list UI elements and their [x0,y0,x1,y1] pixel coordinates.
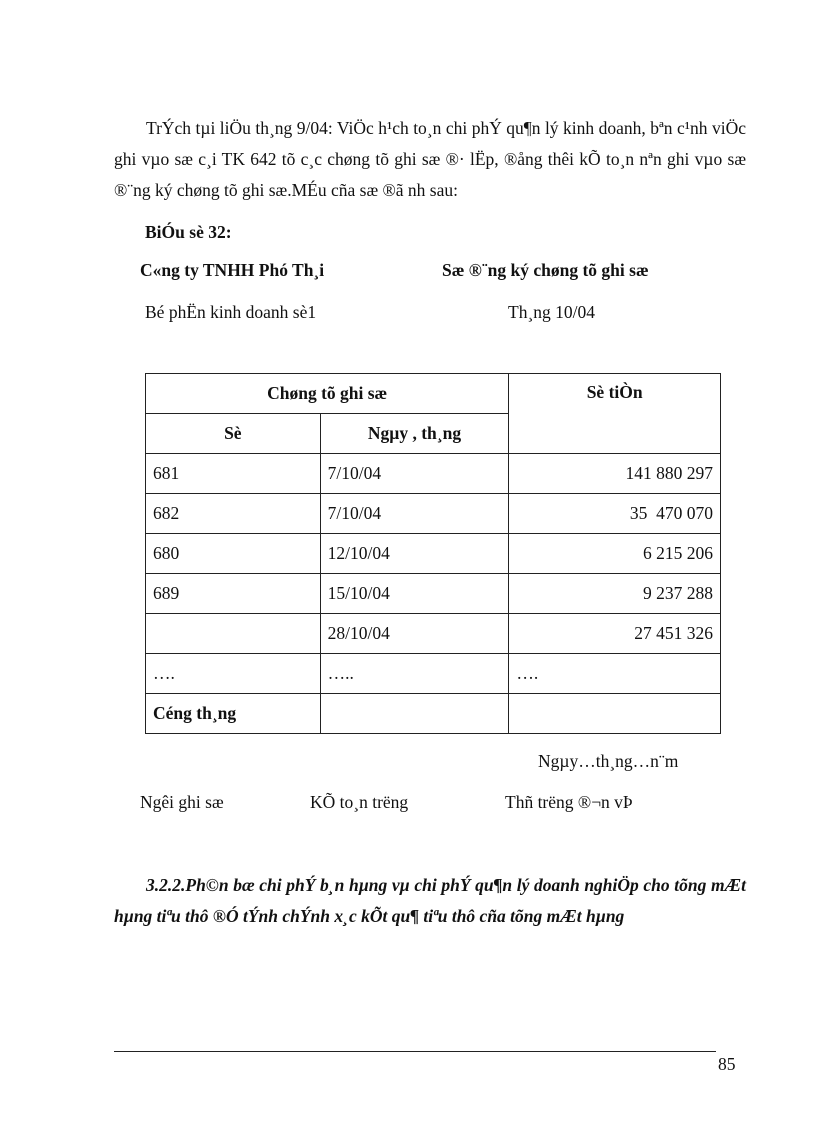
total-label: Céng th¸ng [146,694,321,734]
cell-number: 681 [146,454,321,494]
table-header-row [146,374,721,414]
total-date-cell [320,694,509,734]
signature-head-of-unit: Thñ trëng ®¬n vÞ [505,792,633,812]
section-heading: 3.2.2.Ph©n bæ chi phÝ b¸n hµng vµ chi phÝ qu¶n lý doanh nghiÖp cho tõng mÆt hµng tiªu thô ®Ó tÝnh chÝnh x¸c kÕt qu¶ tiªu thô cña tõng mÆt hµng [114,875,746,926]
cell-amount: …. [509,654,721,694]
table-row [146,534,721,574]
cell-date: 15/10/04 [320,574,509,614]
cell-amount: 27 451 326 [509,614,721,654]
cell-date: 12/10/04 [320,534,509,574]
cell-number: 680 [146,534,321,574]
cell-amount: 9 237 288 [509,574,721,614]
footer-rule [114,1051,716,1052]
amount-header: Sè tiÒn [509,374,721,454]
period: Th¸ng 10/04 [508,302,596,322]
table-total-row [146,694,721,734]
table-row [146,574,721,614]
register-title: Sæ ®¨ng ký chøng tõ ghi sæ [442,260,649,280]
page-number: 85 [718,1054,736,1074]
table-row-ellipsis [146,654,721,694]
cell-number: …. [146,654,321,694]
signature-chief-accountant: KÕ to¸n trëng [310,792,409,812]
company-name: C«ng ty TNHH Phó Th¸i [140,260,325,280]
cell-amount: 141 880 297 [509,454,721,494]
cell-date: 7/10/04 [320,454,509,494]
voucher-register-table [145,373,721,734]
intro-paragraph: TrÝch tµi liÖu th¸ng 9/04: ViÖc h¹ch to¸n chi phÝ qu¶n lý kinh doanh, bªn c¹nh viÖc ghi vµo sæ c¸i TK 642 tõ c¸c chøng tõ ghi sæ ®· lËp, ®ång thêi kÕ to¸n nªn ghi vµo sæ ®¨ng ký chøng tõ ghi sæ.MÉu cña sæ ®ã nh sau: [114,118,746,200]
table-row [146,614,721,654]
date-line: Ngµy…th¸ng…n¨m [538,751,679,771]
cell-number: 689 [146,574,321,614]
col-number-header: Sè [146,414,321,454]
cell-date: 28/10/04 [320,614,509,654]
group-header: Chøng tõ ghi sæ [146,374,509,414]
cell-number [146,614,321,654]
table-row [146,494,721,534]
cell-date: ….. [320,654,509,694]
cell-amount: 6 215 206 [509,534,721,574]
cell-amount: 35 470 070 [509,494,721,534]
total-amount-cell [509,694,721,734]
cell-date: 7/10/04 [320,494,509,534]
form-label: BiÓu sè 32: [145,222,232,242]
table-row [146,454,721,494]
cell-number: 682 [146,494,321,534]
signature-recorder: Ngêi ghi sæ [140,792,224,812]
col-date-header: Ngµy , th¸ng [320,414,509,454]
department: Bé phËn kinh doanh sè1 [145,302,317,322]
